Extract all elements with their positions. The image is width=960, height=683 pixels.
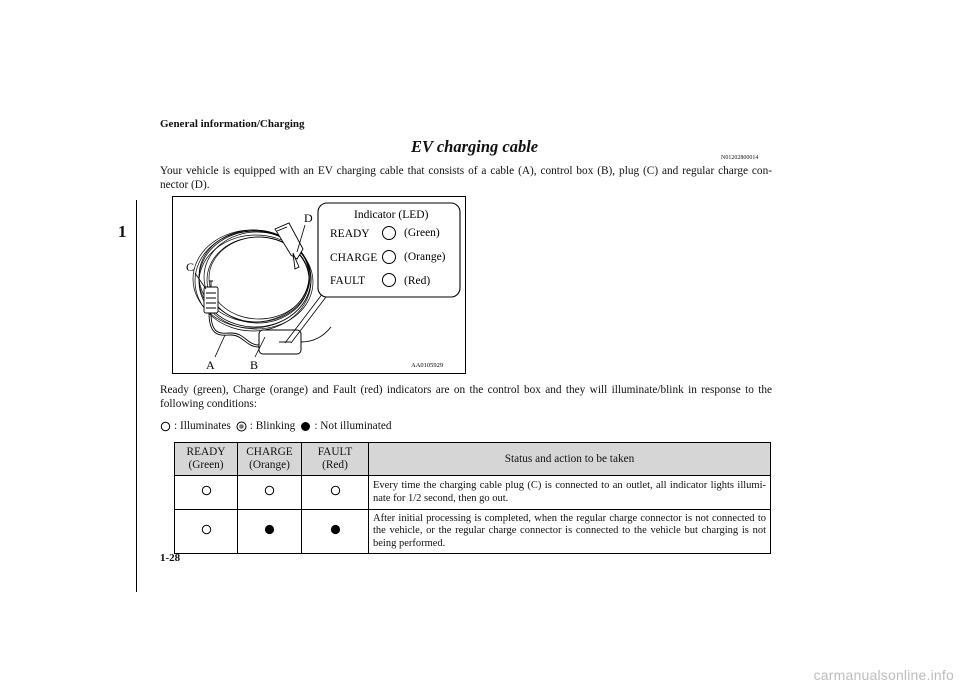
indicator-fault-label: FAULT xyxy=(330,275,366,287)
section-divider xyxy=(136,200,137,592)
label-c: C xyxy=(186,260,195,274)
indicator-ready-color: (Green) xyxy=(404,227,440,239)
label-a: A xyxy=(206,358,215,372)
control-box xyxy=(259,327,331,354)
header-charge: CHARGE (Orange) xyxy=(238,443,302,476)
legend-illuminates: : Illuminates xyxy=(174,420,231,432)
running-header: General information/Charging xyxy=(160,118,305,130)
indicator-title: Indicator (LED) xyxy=(354,209,429,221)
intro-paragraph: Your vehicle is equipped with an EV charging cable that consists of a cable (A), control box (B), plug (C) and regular charge con-nector (D). xyxy=(160,165,772,191)
charge-led-icon xyxy=(383,251,396,264)
table-header-row xyxy=(175,443,771,476)
table-row xyxy=(175,476,771,510)
row2-ready-illuminated-icon xyxy=(175,510,238,554)
indicator-ready-label: READY xyxy=(330,228,370,240)
row1-description: Every time the charging cable plug (C) is connected to an outlet, all indicator lights illumi-nate for 1/2 second, then go out. xyxy=(369,476,771,510)
illuminated-icon xyxy=(160,421,171,432)
document-code: N01202800014 xyxy=(721,155,759,161)
indicator-fault-color: (Red) xyxy=(404,275,431,287)
ready-led-icon xyxy=(383,227,396,240)
indicator-charge-color: (Orange) xyxy=(404,251,446,263)
header-fault: FAULT (Red) xyxy=(302,443,369,476)
header-action: Status and action to be taken xyxy=(369,443,771,476)
row1-ready-illuminated-icon xyxy=(175,476,238,510)
label-b: B xyxy=(250,358,259,372)
section-number: 1 xyxy=(118,222,127,241)
charging-cable-illustration xyxy=(173,197,465,373)
row2-charge-not-illuminated-icon xyxy=(238,510,302,554)
figure-code: AA0105929 xyxy=(411,362,444,369)
header-ready: READY (Green) xyxy=(175,443,238,476)
indicator-status-table xyxy=(174,442,771,554)
label-d: D xyxy=(304,211,313,225)
page-title: EV charging cable xyxy=(411,137,539,156)
row2-description: After initial processing is completed, when the regular charge connector is not connected to the vehicle, or the regular charge connector is connected to the vehicle but charging is not being performed. xyxy=(369,510,771,554)
page-number: 1-28 xyxy=(160,552,181,564)
charging-cable-figure xyxy=(172,196,466,374)
plug xyxy=(204,281,218,313)
watermark[interactable]: carmanualsonline.info xyxy=(813,667,954,683)
row1-charge-illuminated-icon xyxy=(238,476,302,510)
legend-not-illuminated: : Not illuminated xyxy=(314,420,392,432)
fault-led-icon xyxy=(383,274,396,287)
row1-fault-illuminated-icon xyxy=(302,476,369,510)
indicator-legend xyxy=(160,420,392,432)
table-row xyxy=(175,510,771,554)
row2-fault-not-illuminated-icon xyxy=(302,510,369,554)
indicator-charge-label: CHARGE xyxy=(330,252,378,264)
blinking-icon xyxy=(236,421,247,432)
conditions-paragraph: Ready (green), Charge (orange) and Fault (red) indicators are on the control box and they will illuminate/blink in response to the following conditions: xyxy=(160,384,772,410)
legend-blinking: : Blinking xyxy=(249,420,296,432)
not-illuminated-icon xyxy=(300,421,311,432)
